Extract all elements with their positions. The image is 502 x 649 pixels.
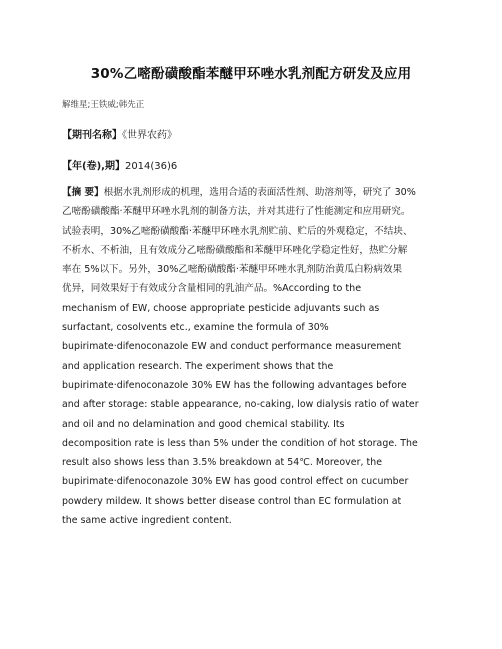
abstract-line: 【摘 要】根据水乳剂形成的机理，选用合适的表面活性剂、助溶剂等，研究了 30% [62, 187, 416, 198]
abstract-line: and oil and no delamination and good chemical stability. Its [62, 418, 345, 430]
abstract-line: mechanism of EW, choose appropriate pesticide adjuvants such as [62, 302, 380, 314]
abstract-line: bupirimate·difenoconazole 30% EW has the following advantages before [62, 379, 407, 391]
abstract-line: 试验表明，30%乙嘧酚磺酸酯·苯醚甲环唑水乳剂贮前、贮后的外观稳定，不结块、 [62, 225, 413, 237]
abstract-line: powdery mildew. It shows better disease control than EC formulation at [62, 495, 402, 507]
abstract-line: 率在 5%以下。另外，30%乙嘧酚磺酸酯·苯醚甲环唑水乳剂防治黄瓜白粉病效果 [62, 264, 403, 276]
year-label: 【年(卷),期】 [62, 161, 125, 172]
year-volume-issue-field [62, 157, 177, 172]
abstract [62, 187, 447, 534]
article-authors: 解维星;王铁威;韩先正 [62, 100, 145, 110]
article-title: 30%乙嘧酚磺酸酯苯醚甲环唑水乳剂配方研发及应用 [90, 66, 412, 82]
journal-field [62, 126, 177, 141]
abstract-line: and application research. The experiment shows that the [62, 360, 334, 372]
abstract-line: surfactant, cosolvents etc., examine the formula of 30% [62, 322, 329, 334]
abstract-line: and after storage: stable appearance, no-caking, low dialysis ratio of water [62, 399, 419, 411]
abstract-label: 【摘 要】 [62, 187, 104, 198]
abstract-line: 乙嘧酚磺酸酯·苯醚甲环唑水乳剂的制备方法，并对其进行了性能测定和应用研究。 [62, 206, 411, 218]
abstract-line: 不析水、不析油，且有效成分乙嘧酚磺酸酯和苯醚甲环唑化学稳定性好，热贮分解 [62, 244, 408, 256]
abstract-line: result also shows less than 3.5% breakdown at 54℃. Moreover, the [62, 457, 383, 469]
abstract-line: 优异，同效果好于有效成分含量相同的乳油产品。%According to the [62, 283, 362, 295]
abstract-line: the same active ingredient content. [62, 515, 232, 527]
year-value: 2014(36)6 [124, 161, 178, 172]
abstract-line: decomposition rate is less than 5% under the condition of hot storage. The [62, 437, 418, 449]
journal-label: 【期刊名称】 [62, 130, 122, 141]
abstract-line: bupirimate·difenoconazole 30% EW has good control effect on cucumber [62, 476, 409, 488]
journal-value: 《世界农药》 [122, 130, 177, 141]
abstract-line: bupirimate·difenoconazole EW and conduct performance measurement [62, 341, 402, 353]
